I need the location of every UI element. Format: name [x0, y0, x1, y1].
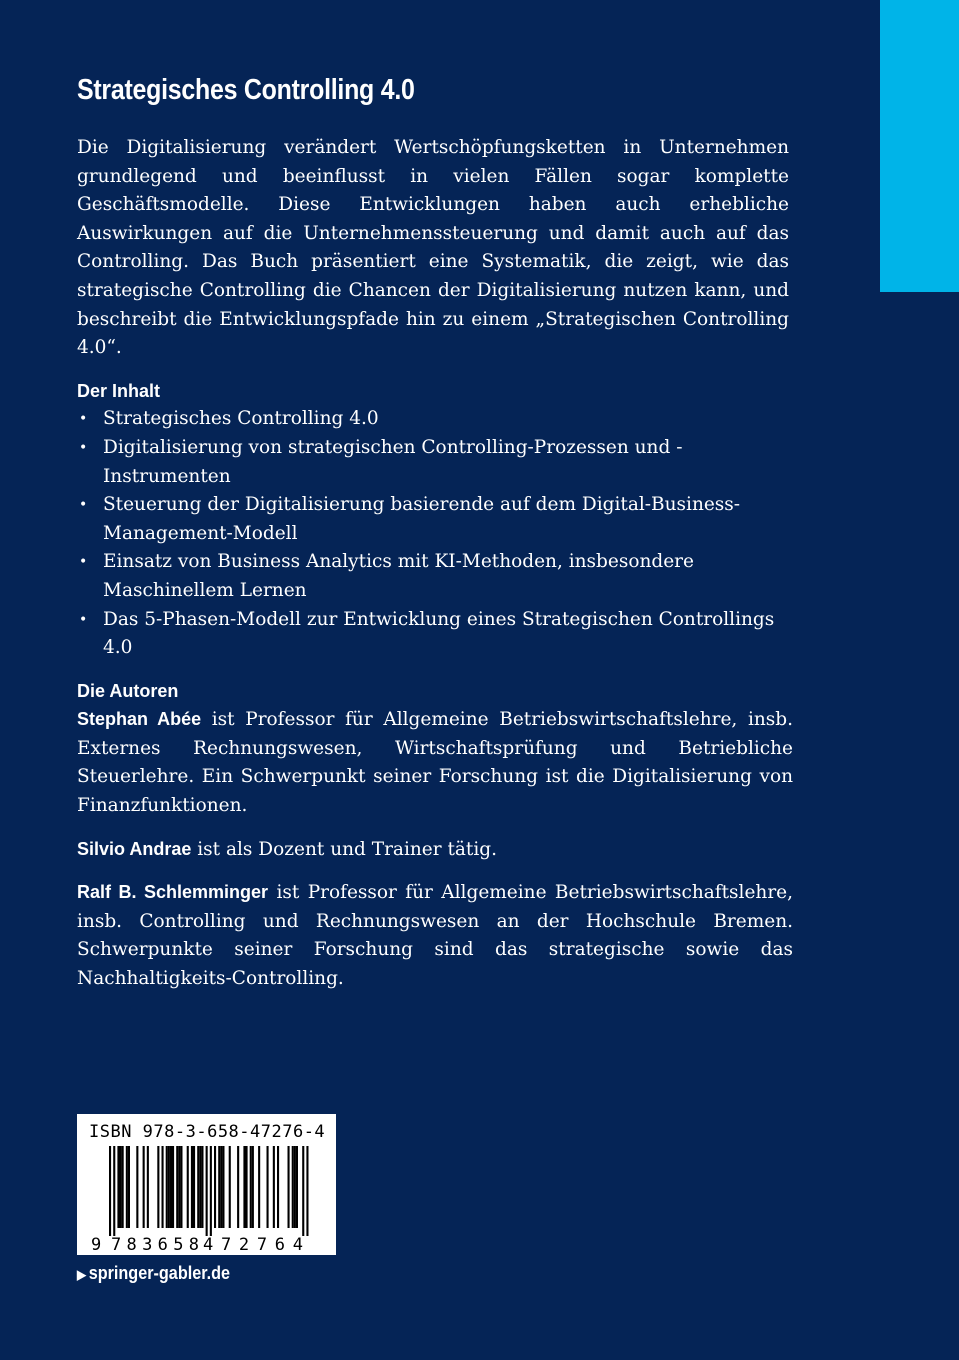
book-title: Strategisches Controlling 4.0 [77, 74, 415, 106]
barcode-bar [178, 1146, 180, 1228]
barcode-bar [168, 1146, 170, 1228]
author-entry [77, 705, 793, 820]
barcode-bar [143, 1146, 145, 1228]
barcode-bar [277, 1146, 279, 1228]
barcode-bar [250, 1146, 252, 1228]
barcode-bar [302, 1146, 304, 1236]
barcode-bar [136, 1146, 138, 1228]
barcode-bar [296, 1146, 298, 1228]
list-item [77, 606, 777, 663]
barcode-bar [157, 1146, 159, 1228]
barcode-bar [288, 1146, 290, 1228]
isbn-barcode-box [77, 1114, 336, 1255]
author-entry [77, 878, 793, 993]
author-bio: ist Professor für Allgemeine Betriebswirtschaftslehre, insb. Controlling und Rechnungswesen an der Hochschule Bremen. Schwerpunkte seiner Forschung sind das strategische sowie das Nachhaltigkeits-Controlling. [77, 882, 794, 990]
barcode-bar [246, 1146, 248, 1228]
barcode-bars [109, 1146, 309, 1236]
barcode-digit-first: 9 [91, 1235, 102, 1255]
author-name: Silvio Andrae [77, 838, 192, 859]
bullet-icon: • [79, 554, 88, 571]
barcode-digits-right: 472764 [203, 1235, 303, 1255]
barcode-bar [243, 1146, 245, 1228]
publisher-url: springer-gabler.de [88, 1263, 231, 1283]
bullet-icon: • [79, 439, 88, 456]
author-bio: ist als Dozent und Trainer tätig. [191, 838, 498, 860]
barcode-digits-left: 783658 [111, 1235, 199, 1255]
barcode-bar [237, 1146, 239, 1228]
barcode-bar [180, 1146, 182, 1228]
barcode-bar [117, 1146, 119, 1228]
barcode-bar [109, 1146, 111, 1236]
barcode-bar [267, 1146, 269, 1228]
barcode-bar [258, 1146, 260, 1228]
list-item [77, 434, 777, 491]
barcode-bar [126, 1146, 128, 1228]
barcode-bar [273, 1146, 275, 1228]
barcode-bar [172, 1146, 174, 1228]
barcode-bar [292, 1146, 294, 1228]
barcode-bar [294, 1146, 296, 1228]
book-description: Die Digitalisierung verändert Wertschöpfungsketten in Unternehmen grundlegend und beeinflusst in vielen Fällen sogar komplette Geschäftsmodelle. Diese Entwicklungen haben auch erhebliche Auswirkungen auf die Unternehmenssteuerung und damit auch auf das Controlling. Das Buch präsentiert eine Systematik, die zeigt, wie das strategische Controlling die Chancen der Digitalisierung nutzen kann, und beschreibt die Entwicklungspfade hin zu einem „Strategischen Controlling 4.0“. [77, 137, 789, 359]
list-item [77, 548, 777, 605]
barcode-bar [220, 1146, 222, 1228]
barcode-bar [197, 1146, 199, 1228]
barcode-bar [187, 1146, 189, 1228]
list-item [77, 491, 777, 548]
bullet-icon: • [79, 411, 88, 428]
author-name: Ralf B. Schlemminger [77, 882, 269, 903]
barcode-bar [214, 1146, 216, 1228]
list-item-text: Digitalisierung von strategischen Controlling-Prozessen und -Instrumenten [103, 436, 683, 487]
barcode-bar [166, 1146, 168, 1228]
barcode-bar [252, 1146, 254, 1228]
barcode-bar [193, 1146, 195, 1228]
contents-heading: Der Inhalt [77, 380, 161, 401]
barcode-bar [113, 1146, 115, 1236]
authors-heading: Die Autoren [77, 680, 179, 701]
bullet-icon: • [79, 497, 88, 514]
author-bio: ist Professor für Allgemeine Betriebswirtschaftslehre, insb. Externes Rechnungswesen, Wirtschaftsprüfung und Betriebliche Steuerlehre. Ein Schwerpunkt seiner Forschung ist die Digitalisierung von Finanzfunktionen. [77, 709, 794, 817]
barcode-bar [201, 1146, 203, 1228]
bullet-icon: • [79, 611, 88, 628]
barcode-icon [77, 1114, 336, 1255]
list-item [77, 405, 777, 434]
author-entry [77, 835, 793, 865]
triangle-right-icon: ▶ [77, 1267, 86, 1282]
barcode-bar [120, 1146, 122, 1228]
barcode-bar [199, 1146, 201, 1228]
barcode-bar [191, 1146, 193, 1228]
author-name: Stephan Abée [77, 709, 202, 730]
barcode-bar [147, 1146, 149, 1228]
barcode-bar [206, 1146, 208, 1236]
publisher-link[interactable] [77, 1262, 230, 1286]
list-item-text: Das 5-Phasen-Modell zur Entwicklung eines Strategischen Controllings 4.0 [103, 608, 775, 659]
list-item-text: Einsatz von Business Analytics mit KI-Methoden, insbesondere Maschinellem Lernen [103, 551, 694, 601]
barcode-bar [122, 1146, 124, 1228]
contents-list [77, 405, 777, 662]
barcode-bar [162, 1146, 164, 1228]
barcode-bar [229, 1146, 231, 1228]
barcode-bar [222, 1146, 224, 1228]
barcode-bar [128, 1146, 130, 1228]
accent-tab [880, 0, 959, 292]
barcode-bar [170, 1146, 172, 1228]
back-cover-content [77, 70, 797, 994]
list-item-text: Strategisches Controlling 4.0 [103, 408, 379, 430]
barcode-bar [218, 1146, 220, 1228]
barcode-bar [176, 1146, 178, 1228]
barcode-bar [210, 1146, 212, 1236]
list-item-text: Steuerung der Digitalisierung basierende auf dem Digital-Business-Management-Modell [103, 494, 741, 544]
isbn-label: ISBN 978-3-658-47276-4 [89, 1122, 326, 1142]
barcode-bar [306, 1146, 308, 1236]
